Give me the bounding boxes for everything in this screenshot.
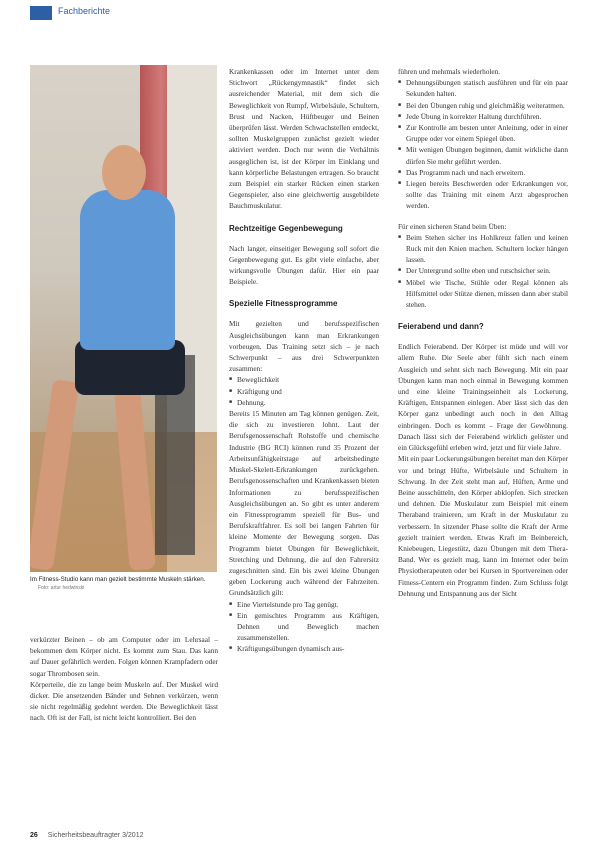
photo-caption — [30, 576, 217, 592]
column-c-bullets-2 — [398, 232, 568, 310]
column-c-paragraph-1: Für einen sicheren Stand beim Üben: — [398, 221, 507, 231]
column-b — [229, 66, 379, 655]
column-a-paragraph-2: Körperteile, die zu lange beim Muskeln auf. Der Muskel wird dicker. Die ansetzenden Bänder und Sehnen verkürzen, wenn sie nicht regelmäßig gedehnt werden. Die Beweglichkeit lässt nach. Oft ist der Fall, ist nicht leicht kontrolliert. Bei den — [30, 679, 218, 723]
bullet-item: ■ Kräftigungsübungen dynamisch aus- — [229, 643, 379, 654]
column-c-bullets — [398, 77, 568, 211]
column-b-paragraph-2: Mit gezielten und berufsspezifischen Ausgleichsübungen kann man Erkrankungen vorbeugen. Das Training setzt sich – je nach Schwerpunkt – aus drei Schwerpunkten zusammen: — [229, 319, 379, 374]
column-b-bullets-2 — [229, 599, 379, 655]
bullet-item: ■ Jede Übung in korrekter Haltung durchführen. — [398, 111, 568, 122]
bullet-item: ■ Eine Viertelstunde pro Tag genügt. — [229, 599, 379, 610]
section-marker — [30, 6, 52, 20]
caption-text: Im Fitness-Studio kann man gezielt bestimmte Muskeln stärken. — [30, 576, 206, 583]
caption-credit: Foto: artur hedwinski — [38, 585, 85, 591]
column-c-paragraph-2: Endlich Feierabend. Der Körper ist müde und will vor allem Ruhe. Die Seele aber fühlt sich nach einem Ausgleich und sehnt sich nach Bewegung. Mit ein paar Übungen kann man noch einmal in Bewegung kommen und eine kleine Trainingseinheit als Lockerung, Kräftigen, Entspannen einlegen. Aber lässt sich das den Körper ganz unbedingt auch noch in den Alltag einbringen. Doch es kommt – Frage der Gewöhnung. Danach lässt sich der Feierabend wirklich gelöster und ein Glücksgefühl erleben wird, jetzt und für viele Jahre. — [398, 342, 568, 453]
section-label: Fachberichte — [58, 6, 111, 16]
column-b-paragraph-1: Nach langer, einseitiger Bewegung soll sofort die Gegenbewegung gut. Es gibt viele einfache, aber wirkungsvolle Übungen dafür. Hier ein paar Beispiele. — [229, 243, 379, 287]
bullet-item: ■ Dehnungsübungen statisch ausführen und für ein paar Sekunden halten. — [398, 77, 568, 99]
bullet-item: ■ Dehnung. — [229, 397, 379, 408]
bullet-item: ■ Zur Kontrolle am besten unter Anleitung, oder in einer Gruppe oder vor einem Spiegel üben. — [398, 122, 568, 144]
bullet-item: ■ Der Untergrund sollte eben und rutschsicher sein. — [398, 265, 568, 276]
column-b-bullets — [229, 374, 379, 408]
bullet-item: ■ Möbel wie Tische, Stühle oder Regal können als Hilfsmittel oder Stütze dienen, müssen dann aber stabil stehen. — [398, 277, 568, 311]
page-number: 26 — [30, 832, 38, 839]
column-c-paragraph-3: Mit ein paar Lockerungsübungen bereitet man den Körper vor und bringt Hüfte, Wirbelsäule und Schultern in Schwung. In der Zeit steht man auf, Hüften, Arme und Beine ausschütteln, den Körper abklopfen. Sich strecken und dehnen. Die Muskulatur zum Beispiel mit einem Theraband trainieren, um Kraft in der Muskulatur zu verbessern. In sitzender Phase sollte die Kraft der Arme gezielt trainiert werden. Etwas Kraft im Beinbereich, Kniebeugen, Liegestütz, dazu Übungen mit dem Thera-Band. Wer es gezielt mag, kann im Internet oder beim Physiotherapeuten oder bei Kursen in Sportvereinen oder Fitness-Centern ein Programm finden. Zum Schluss folgt Dehnung und Entspannung aus der Sicht — [398, 454, 568, 598]
heading-gegenbewegung: Rechtzeitige Gegenbewegung — [229, 223, 343, 233]
bullet-item: ■ Kräftigung und — [229, 386, 379, 397]
photo-head — [102, 145, 146, 200]
photo-shirt — [80, 190, 175, 350]
page-footer — [30, 832, 143, 839]
bullet-item: ■ Beweglichkeit — [229, 374, 379, 385]
column-b-intro: Krankenkassen oder im Internet unter dem Stichwort „Rückengymnastik“ findet sich ausreichender Material, mit dem sich die Beweglichkeit von Rumpf, Wirbelsäule, Schultern, Brust und Nacken, Hüftbeuger und Beinen überprüfen lässt. Werden Schwachstellen entdeckt, sollten Muskelgruppen zunächst gezielt wieder aktiviert werden. Doch nur wenn die Verhältnis ausgeglichen ist, ist der Körper im Einklang und kann körperliche Belastungen ertragen. So braucht zum Beispiel ein starker Rücken einen starken Gegenspieler, also eine gleichwertig ausgebildete Bauchmuskulatur. — [229, 67, 379, 211]
bullet-item: ■ Mit wenigen Übungen beginnen, damit wirkliche dann dürfen Sie mehr geführt werden. — [398, 144, 568, 166]
column-b-paragraph-3: Bereits 15 Minuten am Tag können genügen. Zeit, die sich zu investieren lohnt. Laut der Berufsgenossenschaft Rohstoffe und chemische Industrie (BG RCI) können rund 35 Prozent der Arbeitsunfähigkeitstage auf arbeitsbedingte Muskel-Skelett-Erkrankungen zurückgehen. Berufsgenossenschaften und Krankenkassen bieten Informationen zu berufsspezifischen Ausgleichsübungen an. So gibt es unter anderem ein Fitnessprogramm speziell für Bus- und Berufskraftfahrer. Es soll bei langen Fahrten für kleine Momente der Bewegung sorgen. Das Programm bietet Übungen für Beweglichkeit, Stretching und Dehnung, die auf den Fahrersitz zugeschnitten sind. Ein bis zwei kleine Übungen geben Lockerung auch während der Fahrzeiten. Grundsätzlich gilt: — [229, 409, 379, 598]
bullet-item: ■ Bei den Übungen ruhig und gleichmäßig weiteratmen. — [398, 100, 568, 111]
bullet-item: ■ Das Programm nach und nach erweitern. — [398, 167, 568, 178]
bullet-item: ■ Ein gemischtes Programm aus Kräftigen, Dehnen und Beweglich machen zusammenstellen. — [229, 610, 379, 644]
fitness-photo — [30, 65, 217, 572]
heading-feierabend: Feierabend und dann? — [398, 322, 484, 332]
column-a-paragraph-1: verkürzter Beinen – ob am Computer oder im Lehrsaal – bekommen dem Körper nicht. Es kommt zum Stau. Das kann auf Dauer gefährlich werden. Folgen können Krampfadern oder sogar Thrombosen sein. — [30, 635, 218, 678]
heading-fitnessprogramme: Spezielle Fitnessprogramme — [229, 299, 338, 309]
column-c — [398, 66, 568, 599]
bullet-item: ■ Beim Stehen sicher ins Hohlkreuz fallen und keinen Ruck mit den Knien machen. Schultern locker hängen lassen. — [398, 232, 568, 266]
publication-name: Sicherheitsbeauftragter 3/2012 — [47, 832, 144, 839]
bullet-item: ■ Liegen bereits Beschwerden oder Erkrankungen vor, sollte das Training mit einem Arzt abgesprochen werden. — [398, 178, 568, 212]
column-c-intro: führen und mehrmals wiederholen. — [398, 67, 501, 76]
column-a — [30, 634, 218, 724]
